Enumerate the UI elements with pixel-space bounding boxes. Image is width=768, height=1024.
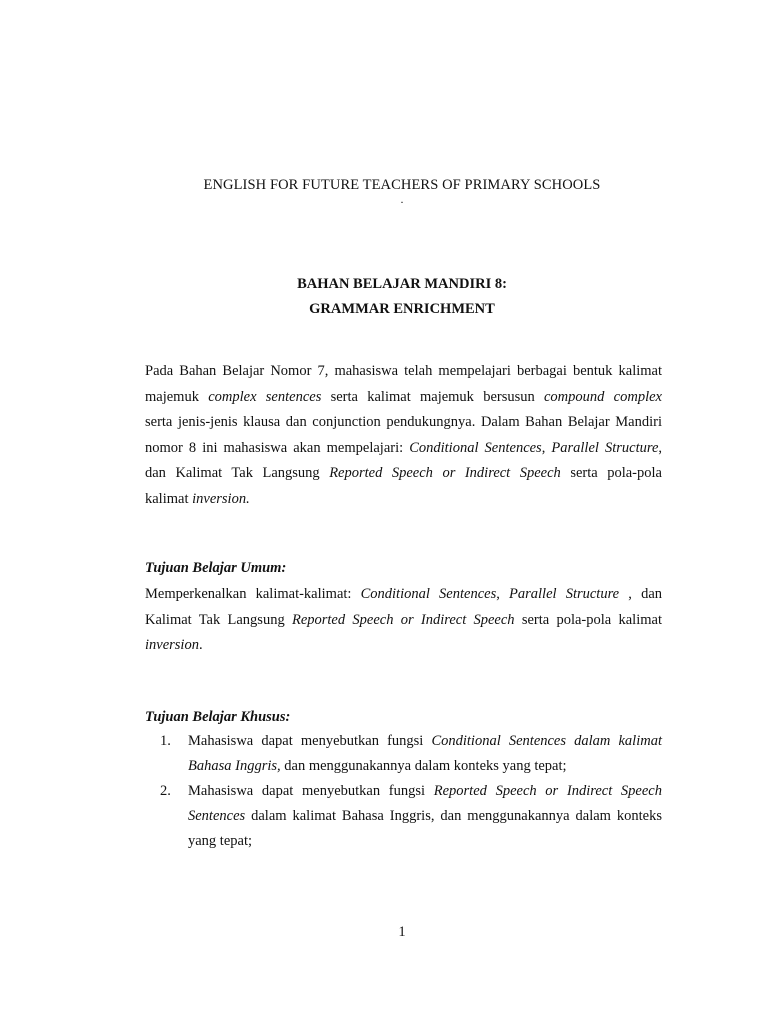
general-objective-line: inversion.	[145, 637, 203, 653]
list-number: 1.	[160, 733, 171, 749]
list-line: Mahasiswa dapat menyebutkan fungsi Conditional Sentences dalam kalimat	[188, 733, 662, 749]
course-title: ENGLISH FOR FUTURE TEACHERS OF PRIMARY SCHOOLS	[203, 177, 601, 193]
general-objective-paragraph	[145, 582, 662, 659]
unit-subtitle: GRAMMAR ENRICHMENT	[309, 301, 495, 317]
intro-line: dan Kalimat Tak Langsung Reported Speech or Indirect Speech serta pola-pola	[145, 465, 662, 481]
list-item	[145, 729, 662, 779]
list-line: yang tepat;	[188, 833, 253, 849]
specific-objective-heading: Tujuan Belajar Khusus:	[145, 709, 291, 725]
intro-line: serta jenis-jenis klausa dan conjunction pendukungnya. Dalam Bahan Belajar Mandiri	[145, 414, 662, 430]
general-objective-line: Memperkenalkan kalimat-kalimat: Conditional Sentences, Parallel Structure , dan	[145, 586, 663, 602]
title-dot: .	[400, 192, 404, 206]
intro-paragraph	[145, 359, 662, 512]
general-objective-heading: Tujuan Belajar Umum:	[145, 560, 287, 576]
intro-line: Pada Bahan Belajar Nomor 7, mahasiswa telah mempelajari berbagai bentuk kalimat	[145, 363, 662, 379]
specific-objective-list	[145, 729, 662, 854]
intro-line: majemuk complex sentences serta kalimat majemuk bersusun compound complex	[145, 388, 662, 405]
page-number: 1	[398, 924, 406, 940]
list-number: 2.	[160, 783, 171, 799]
unit-title: BAHAN BELAJAR MANDIRI 8:	[297, 276, 507, 292]
intro-line: nomor 8 ini mahasiswa akan mempelajari: Conditional Sentences, Parallel Structure,	[145, 439, 663, 456]
list-line: Mahasiswa dapat menyebutkan fungsi Reported Speech or Indirect Speech	[188, 783, 662, 799]
list-line: Sentences dalam kalimat Bahasa Inggris, dan menggunakannya dalam konteks	[188, 808, 662, 824]
general-objective-line: Kalimat Tak Langsung Reported Speech or Indirect Speech serta pola-pola kalimat	[145, 611, 662, 628]
intro-line: kalimat inversion.	[145, 490, 250, 507]
list-item	[145, 779, 662, 854]
list-line: Bahasa Inggris, dan menggunakannya dalam konteks yang tepat;	[188, 758, 567, 774]
